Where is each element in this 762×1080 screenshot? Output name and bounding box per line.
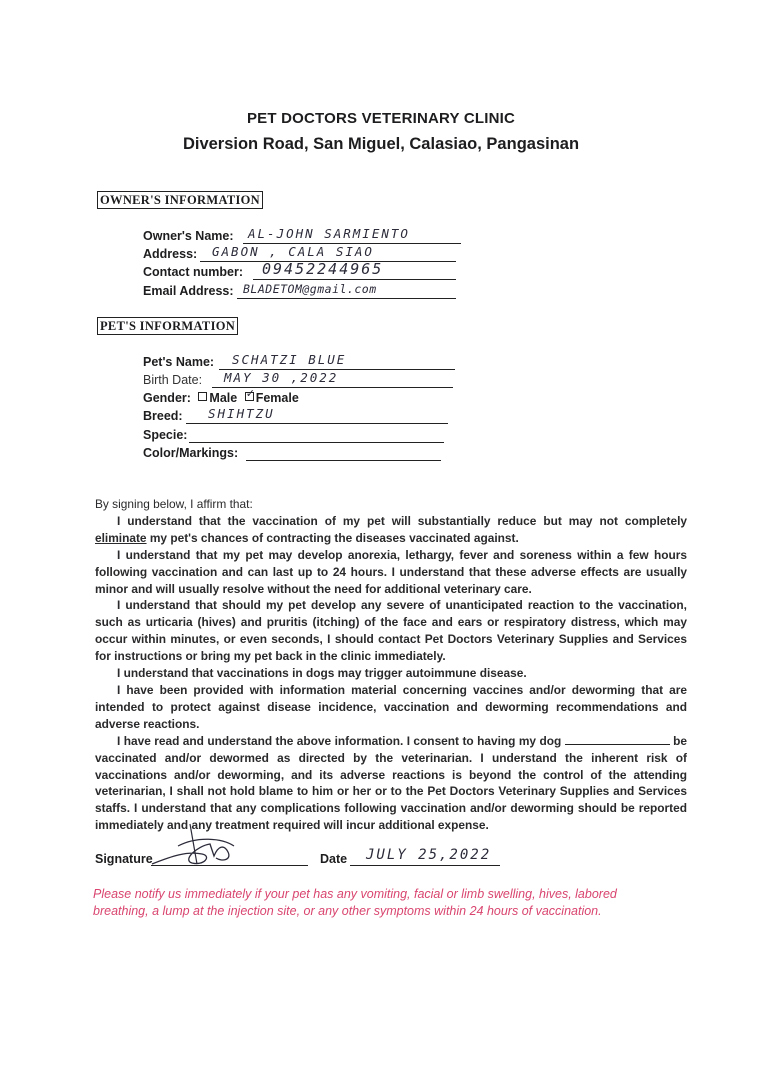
date-label: Date — [320, 852, 348, 866]
birth-date-label: Birth Date: — [143, 373, 203, 387]
clinic-name: PET DOCTORS VETERINARY CLINIC — [246, 110, 516, 127]
breed-line[interactable] — [186, 423, 448, 424]
date-value: JULY 25,2022 — [366, 847, 492, 863]
female-checkbox[interactable]: ✓ — [245, 388, 255, 400]
email-line[interactable] — [237, 298, 456, 299]
specie-line[interactable] — [189, 442, 444, 443]
specie-label: Specie: — [143, 428, 188, 442]
breed-label: Breed: — [143, 409, 183, 423]
male-checkbox[interactable] — [198, 392, 207, 401]
consent-paragraph-6: I have read and understand the above information. I consent to having my dog be vaccinated and/or dewormed as directed by the veterinarian. I understand the inherent risk of vaccinations and/or deworming, and its adverse reactions is beyond the control of the attending veterinarian, I shall not hold blame to him or her or to the Pet Doctors Veterinary Supplies and Services staffs. I understand that any complications following vaccination and/or deworming should be reported immediately and any treatment required will incur additional expense. — [95, 733, 687, 833]
consent-paragraph-1: I understand that the vaccination of my pet will substantially reduce but may not completely eliminate my pet's chances of contracting the diseases vaccinated against. — [95, 513, 687, 545]
color-markings-line[interactable] — [246, 460, 441, 461]
contact-value: 09452244965 — [262, 260, 384, 278]
signature-label: Signature — [95, 852, 153, 866]
owner-name-value: AL-JOHN SARMIENTO — [248, 226, 410, 241]
consent-paragraph-3: I understand that should my pet develop any severe of unanticipated reaction to the vaccination, such as urticaria (hives) and pruritis (itching) of the face and ears or respiratory distress, which may occur within minutes, or even seconds, I should contact Pet Doctors Veterinary Supplies and Services for instructions or bring my pet back in the clinic immediately. — [95, 598, 687, 664]
email-label: Email Address: — [143, 284, 234, 298]
breed-value: SHIHTZU — [208, 406, 275, 421]
pet-section-title: PET'S INFORMATION — [97, 317, 238, 335]
email-value: BLADETOM@gmail.com — [243, 282, 377, 296]
consent-paragraph-4: I understand that vaccinations in dogs may trigger autoimmune disease. — [117, 666, 527, 681]
address-label: Address: — [143, 247, 198, 261]
clinic-address: Diversion Road, San Miguel, Calasiao, Pangasinan — [182, 135, 580, 153]
consent-paragraph-2: I understand that my pet may develop anorexia, lethargy, fever and soreness within a few hours following vaccination and can last up to 24 hours. I understand that these adverse effects are usually minor and will usually resolve without the need for additional veterinary care. — [95, 547, 687, 596]
date-line[interactable] — [350, 865, 500, 866]
signature-scribble — [142, 816, 252, 876]
owner-section-title: OWNER'S INFORMATION — [97, 191, 263, 209]
gender-row — [143, 388, 299, 405]
pet-name-value: SCHATZI BLUE — [232, 352, 347, 367]
contact-line[interactable] — [253, 279, 456, 280]
consent-intro: By signing below, I affirm that: — [95, 497, 253, 511]
gender-label: Gender: — [143, 391, 191, 405]
owner-name-label: Owner's Name: — [143, 229, 234, 243]
address-value: GABON , CALA SIAO — [212, 244, 374, 259]
color-markings-label: Color/Markings: — [143, 446, 239, 460]
contact-label: Contact number: — [143, 265, 243, 279]
dog-name-blank[interactable] — [565, 734, 670, 745]
notice-text: Please notify us immediately if your pet has any vomiting, facial or limb swelling, hives, labored breathing, a lump at the injection site, or any other symptoms within 24 hours of vaccination. — [93, 887, 617, 918]
birth-date-value: MAY 30 ,2022 — [224, 370, 339, 385]
consent-paragraph-5: I have been provided with information material concerning vaccines and/or deworming that are intended to protect against disease incidence, vaccination and deworming recommendations and adverse reactions. — [95, 682, 687, 731]
consent-text — [95, 496, 687, 834]
gender-female-label: Female — [255, 391, 299, 405]
pet-name-label: Pet's Name: — [143, 355, 215, 369]
gender-male-label: Male — [209, 391, 238, 405]
